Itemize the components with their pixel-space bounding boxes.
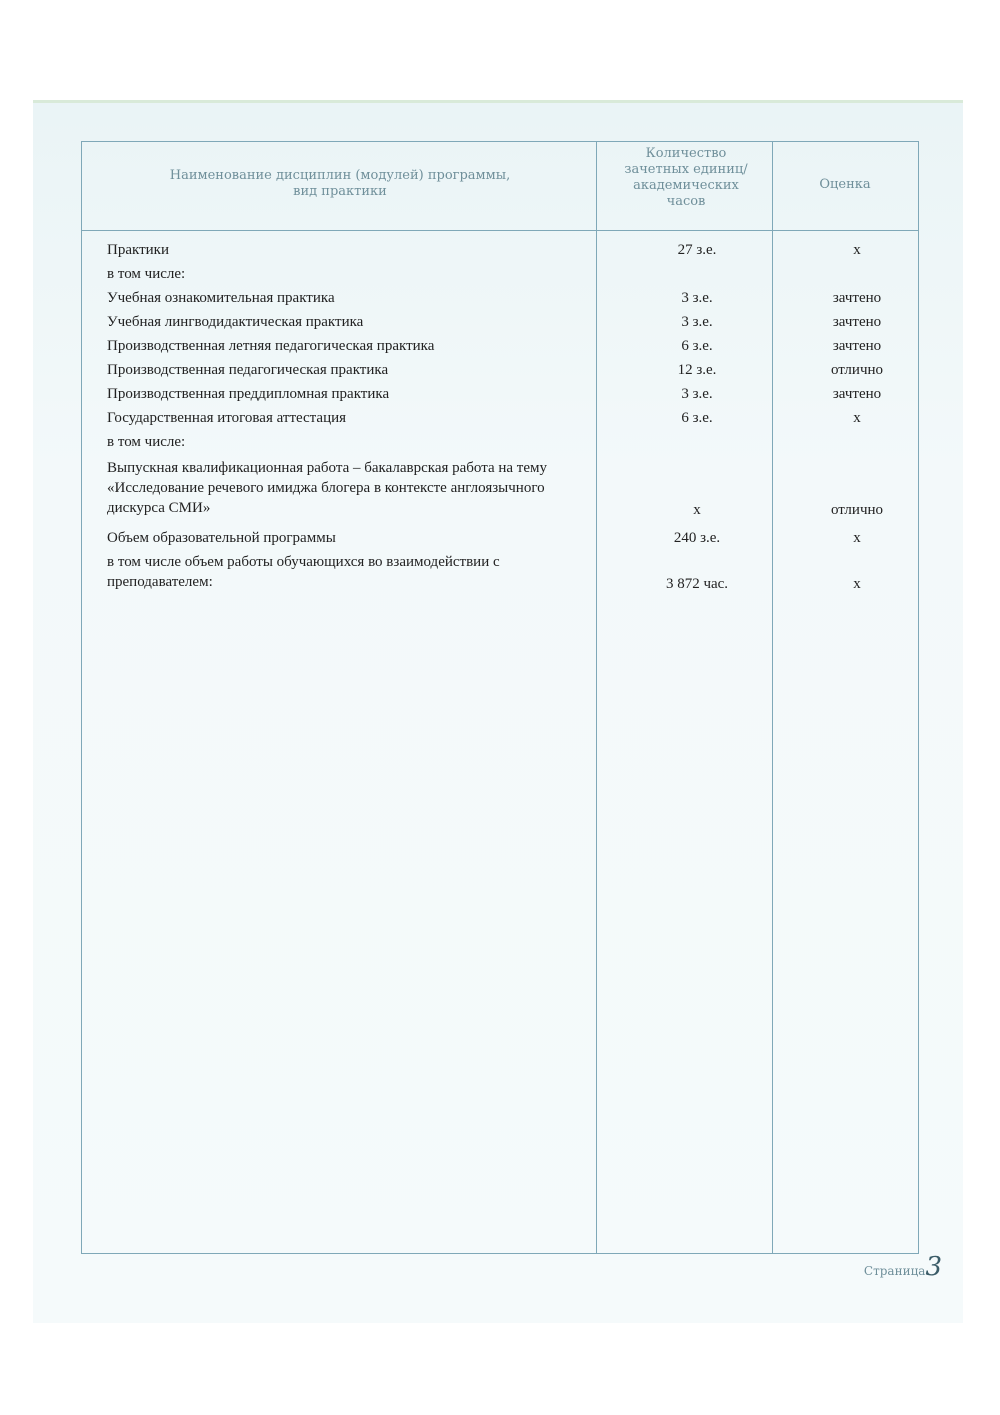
row-grade: зачтено [832, 314, 882, 330]
table-row [107, 262, 919, 286]
row-name: Учебная лингводидактическая практика [107, 314, 364, 330]
table-row [107, 334, 919, 358]
table-row [107, 238, 919, 262]
row-grade: зачтено [832, 386, 882, 402]
table-row [107, 358, 919, 382]
row-name: в том числе объем работы обучающихся во взаимодействии с преподавателем: [107, 554, 500, 590]
row-grade: отлично [830, 362, 884, 378]
row-grade: x [853, 410, 861, 426]
row-name: Производственная педагогическая практика [107, 362, 389, 378]
row-grade: отлично [830, 502, 884, 518]
row-grade: x [853, 576, 861, 592]
row-units: 3 з.е. [681, 314, 713, 330]
table-row [107, 526, 919, 550]
row-grade: x [853, 530, 861, 546]
row-units: 6 з.е. [681, 410, 713, 426]
table-body [107, 238, 919, 594]
row-name: Объем образовательной программы [107, 530, 336, 546]
row-units: 27 з.е. [677, 242, 717, 258]
page-number: 3 [925, 1252, 942, 1282]
row-name: Практики [107, 242, 169, 258]
header-divider [81, 230, 919, 231]
table-row [107, 550, 919, 594]
table-row [107, 310, 919, 334]
row-grade: зачтено [832, 338, 882, 354]
row-name: Производственная преддипломная практика [107, 386, 390, 402]
row-name: Учебная ознакомительная практика [107, 290, 335, 306]
page-label: Страница [863, 1264, 926, 1278]
row-units: 12 з.е. [677, 362, 717, 378]
header-discipline: Наименование дисциплин (модулей) программы, вид практики [169, 168, 511, 199]
table-row [107, 406, 919, 430]
table-row [107, 382, 919, 406]
table-row [107, 454, 919, 526]
row-units: 240 з.е. [673, 530, 721, 546]
row-grade: x [853, 242, 861, 258]
row-grade: зачтено [832, 290, 882, 306]
row-units: x [693, 502, 701, 518]
row-name: Производственная летняя педагогическая практика [107, 338, 435, 354]
header-units: Количество зачетных единиц/ академических часов [624, 146, 748, 209]
row-name: в том числе: [107, 434, 186, 450]
row-units: 6 з.е. [681, 338, 713, 354]
row-name: Государственная итоговая аттестация [107, 410, 347, 426]
table-row [107, 430, 919, 454]
table-row [107, 286, 919, 310]
header-grade: Оценка [819, 177, 871, 192]
row-units: 3 872 час. [665, 576, 729, 592]
row-units: 3 з.е. [681, 290, 713, 306]
page-footer [864, 1252, 942, 1282]
row-name: Выпускная квалификационная работа – бакалаврская работа на тему «Исследование речевого имиджа блогера в контексте англоязычного дискурса СМИ» [107, 460, 548, 516]
row-name: в том числе: [107, 266, 186, 282]
row-units: 3 з.е. [681, 386, 713, 402]
